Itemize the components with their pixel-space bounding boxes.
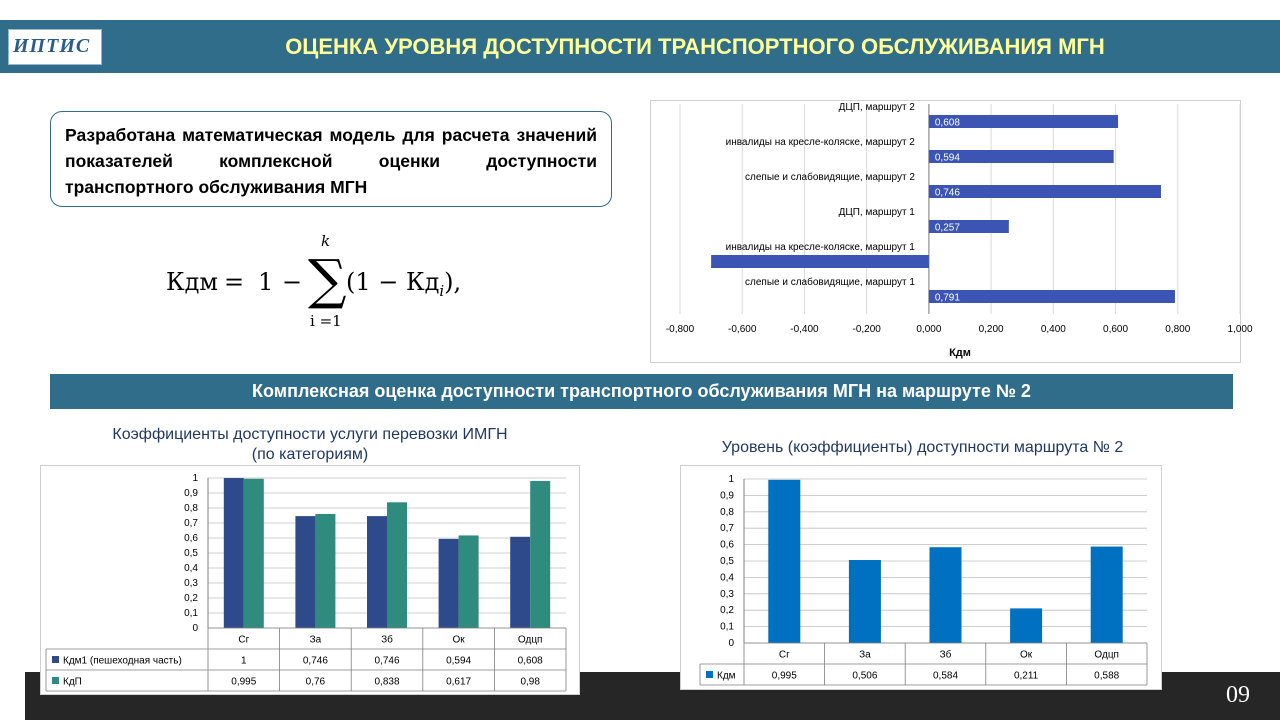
chart1-category-label: слепые и слабовидящие, маршрут 1 — [745, 277, 915, 288]
chart1-tick-label: 1,000 — [1227, 324, 1253, 335]
table-value: 0,98 — [520, 676, 540, 688]
chart1-tick-label: -0,400 — [790, 324, 819, 335]
chart3-title: Уровень (коэффициенты) доступности маршрута № 2 — [721, 439, 1124, 456]
chart-y-tick-label: 0,5 — [184, 548, 198, 559]
table-value: 0,995 — [231, 676, 257, 688]
chart1-data-label: 0,594 — [934, 152, 960, 164]
chart1-data-label: 0,257 — [934, 222, 960, 234]
table-value: 1 — [241, 655, 247, 667]
legend-key — [52, 677, 59, 684]
formula-one: 1 — [258, 268, 274, 296]
chart-y-tick-label: 0,1 — [184, 608, 198, 619]
chart-bar — [295, 516, 315, 628]
table-value: 0,588 — [1094, 670, 1120, 682]
chart1-x-axis-label: Кдм — [949, 347, 971, 359]
table-value: 0,995 — [771, 670, 797, 682]
table-value: 0,617 — [446, 676, 472, 688]
chart-y-tick-label: 1 — [728, 474, 734, 485]
formula-equals: = — [224, 268, 245, 296]
table-category-label: Сг — [778, 649, 790, 661]
logo-text: ИПТИС — [13, 35, 91, 57]
chart1-bar — [711, 255, 929, 268]
chart1-tick-label: 0,400 — [1040, 324, 1066, 335]
chart2-title-line1: Коэффициенты доступности услуги перевозки ИМГН — [112, 426, 508, 443]
section-banner-text: Комплексная оценка доступности транспортного обслуживания МГН на маршруте № 2 — [252, 381, 1031, 401]
table-value: 0,506 — [852, 670, 878, 682]
formula-body-open: (1 − Кд — [346, 268, 440, 296]
chart1-tick-label: 0,000 — [916, 324, 942, 335]
table-category-label: Одцп — [1094, 649, 1119, 661]
legend-series-name: КдП — [63, 676, 82, 688]
table-value: 0,76 — [305, 676, 326, 688]
logo — [8, 29, 102, 65]
chart-bar — [510, 537, 530, 628]
chart-y-tick-label: 0,7 — [720, 523, 734, 535]
chart-bar — [1010, 608, 1042, 643]
hbar-chart — [650, 100, 1255, 365]
table-value: 0,594 — [446, 655, 472, 667]
table-value: 0,746 — [302, 655, 328, 667]
table-category-label: Ок — [452, 634, 465, 646]
table-value: 0,608 — [517, 655, 543, 667]
legend-key — [52, 656, 59, 663]
chart-bar — [224, 478, 244, 628]
chart1-category-label: инвалиды на кресле-коляске, маршрут 1 — [725, 242, 915, 253]
chart-bar — [768, 480, 800, 643]
chart1-tick-label: 0,200 — [978, 324, 1004, 335]
chart1-category-label: ДЦП, маршрут 1 — [838, 207, 915, 218]
table-value: 0,746 — [374, 655, 400, 667]
chart-y-tick-label: 0,7 — [184, 518, 198, 529]
table-category-label: Ок — [1020, 649, 1033, 661]
page-title: ОЦЕНКА УРОВНЯ ДОСТУПНОСТИ ТРАНСПОРТНОГО ОБСЛУЖИВАНИЯ МГН — [285, 34, 1105, 59]
chart-y-tick-label: 0,3 — [720, 588, 734, 600]
chart-bar — [530, 481, 550, 628]
legend-series-name: Кдм — [717, 670, 736, 682]
chart-y-tick-label: 0,9 — [184, 488, 198, 499]
chart-bar — [439, 539, 459, 628]
page-number: 09 — [1226, 682, 1250, 708]
chart-y-tick-label: 0,6 — [720, 539, 734, 551]
chart1-tick-label: -0,600 — [728, 324, 757, 335]
sum-sign-icon: ∑ — [308, 248, 347, 311]
chart-y-tick-label: 0 — [728, 638, 734, 649]
chart-y-tick-label: 0,2 — [720, 605, 734, 617]
legend-series-name: Кдм1 (пешеходная часть) — [63, 655, 182, 667]
chart-y-tick-label: 0,9 — [720, 490, 734, 502]
chart1-category-label: слепые и слабовидящие, маршрут 2 — [745, 172, 915, 183]
table-value: 0,211 — [1013, 670, 1039, 682]
chart-y-tick-label: 0,4 — [720, 572, 734, 584]
model-description-text: Разработана математическая модель для расчета значений показателей комплексной оценки доступности транспортного обслуживания МГН — [65, 125, 597, 197]
chart1-tick-label: -0,800 — [665, 324, 695, 335]
formula-body-close: ), — [444, 268, 462, 296]
chart-y-tick-label: 0,3 — [184, 578, 198, 589]
table-value: 0,584 — [932, 670, 959, 682]
formula-body — [346, 268, 461, 300]
chart-bar — [459, 535, 479, 628]
table-category-label: Сг — [238, 634, 250, 646]
category-bar-chart — [40, 465, 580, 695]
formula — [160, 226, 520, 336]
chart-y-tick-label: 1 — [192, 473, 198, 484]
chart1-tick-label: 0,600 — [1103, 324, 1129, 335]
chart-y-tick-label: 0 — [192, 623, 198, 634]
chart1-category-label: ДЦП, маршрут 2 — [838, 102, 915, 113]
chart-y-tick-label: 0,8 — [720, 506, 734, 518]
formula-sum-upper: k — [321, 232, 331, 250]
chart-bar — [367, 516, 387, 628]
chart-bar — [244, 479, 264, 628]
chart1-tick-label: -0,200 — [852, 324, 881, 335]
chart-y-tick-label: 0,1 — [720, 621, 734, 633]
chart1-tick-label: 0,800 — [1165, 324, 1191, 335]
chart-y-tick-label: 0,5 — [720, 556, 734, 567]
chart1-data-label: 0,791 — [934, 292, 960, 304]
chart1-category-label: инвалиды на кресле-коляске, маршрут 2 — [725, 137, 915, 148]
chart-y-tick-label: 0,6 — [184, 533, 198, 544]
model-description-box — [50, 111, 612, 207]
chart2-title-line2: (по категориям) — [251, 446, 369, 463]
chart-bar — [315, 514, 335, 628]
chart1-data-label: 0,608 — [934, 117, 960, 129]
table-category-label: Одцп — [517, 634, 543, 646]
chart1-bar — [929, 290, 1175, 303]
chart-bar — [930, 547, 962, 643]
table-category-label: Зб — [381, 634, 393, 646]
table-value: 0,838 — [374, 676, 400, 688]
chart-bar — [387, 502, 407, 628]
route-bar-chart — [680, 465, 1162, 690]
chart1-data-label: 0,746 — [934, 187, 960, 199]
formula-lhs: Кдм — [166, 268, 219, 296]
chart-y-tick-label: 0,2 — [184, 593, 198, 604]
chart-bar — [1091, 547, 1123, 643]
formula-minus: − — [282, 268, 303, 296]
chart1-bar — [929, 185, 1161, 198]
chart-y-tick-label: 0,8 — [184, 503, 198, 514]
chart-y-tick-label: 0,4 — [184, 563, 198, 574]
formula-body-subscript: i — [439, 282, 445, 300]
chart-bar — [849, 560, 881, 643]
table-category-label: За — [859, 649, 871, 661]
formula-sum-lower: i =1 — [310, 312, 342, 330]
table-category-label: Зб — [939, 649, 952, 661]
table-category-label: За — [309, 634, 322, 646]
chart2-title — [40, 425, 580, 465]
legend-key — [706, 671, 713, 678]
